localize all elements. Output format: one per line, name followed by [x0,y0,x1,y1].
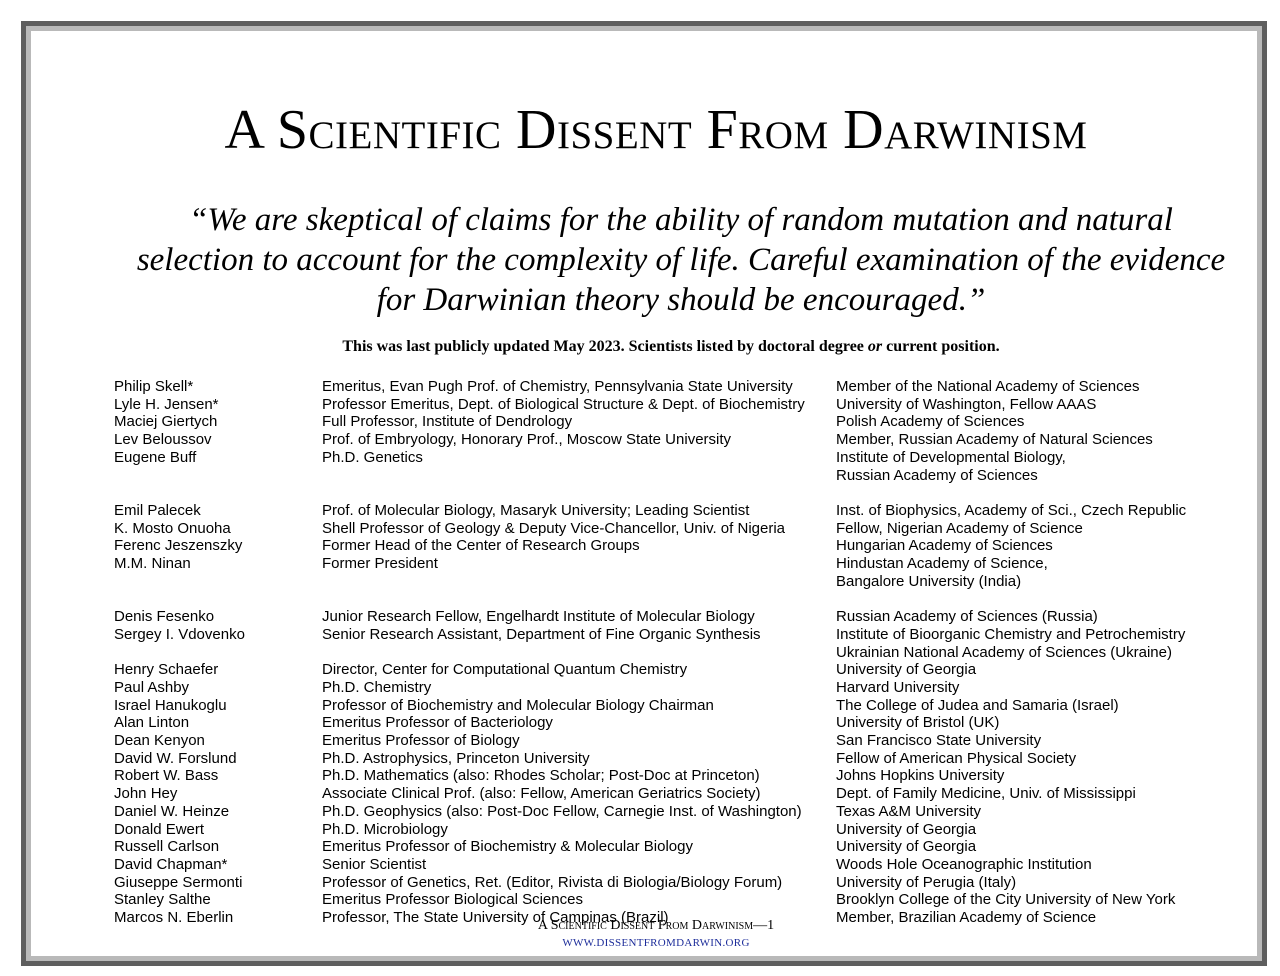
signatory-name: Giuseppe Sermonti [114,873,243,891]
signatory-row [114,891,1234,909]
affiliation-line: Woods Hole Oceanographic Institution [836,855,1092,873]
signatory-row [114,821,1234,839]
signatory-position: Director, Center for Computational Quantum Chemistry [322,661,688,679]
signatory-affiliation [836,608,1234,626]
affiliation-line: Texas A&M University [836,802,982,820]
signatory-row [114,785,1234,803]
signatory-position: Emeritus Professor of Bacteriology [322,714,553,732]
signatory-row [114,767,1234,785]
signatory-position: Former President [322,555,438,573]
signatory-position: Emeritus Professor of Biology [322,732,520,750]
signatory-row [114,413,1234,431]
affiliation-line: Brooklyn College of the City University of New York [836,891,1176,909]
signatory-row [114,803,1234,821]
signatory-affiliation [836,520,1234,538]
signatory-name: Philip Skell* [114,378,194,395]
signatory-name: K. Mosto Onuoha [114,519,231,537]
signatory-row [114,378,1234,396]
signatory-name: Sergey I. Vdovenko [114,625,245,643]
affiliation-line: Russian Academy of Sciences [836,466,1038,484]
affiliation-line: Russian Academy of Sciences (Russia) [836,608,1098,626]
signatory-name: Dean Kenyon [114,732,205,750]
signatory-position: Professor Emeritus, Dept. of Biological Structure & Dept. of Biochemistry [322,395,805,413]
signatory-row [114,555,1234,590]
affiliation-line: Inst. of Biophysics, Academy of Sci., Czech Republic [836,501,1187,519]
signatory-affiliation [836,449,1234,484]
affiliation-line: Member of the National Academy of Sciences [836,378,1140,395]
signatory-row [114,431,1234,449]
affiliation-line: Hindustan Academy of Science, [836,555,1048,573]
statement-quote: “We are skeptical of claims for the ability of random mutation and natural selection to account for the complexity of life. Careful examination of the evidence for Darwinian theory should be encouraged.” [136,202,1226,318]
affiliation-line: University of Washington, Fellow AAAS [836,395,1097,413]
affiliation-line: Polish Academy of Sciences [836,413,1025,431]
signatory-position: Senior Research Assistant, Department of Fine Organic Synthesis [322,625,761,643]
signatory-affiliation [836,431,1234,449]
footer-page-label: A Scientific Dissent From Darwinism—1 [537,918,775,933]
signatory-position: Senior Scientist [322,855,427,873]
affiliation-line: Johns Hopkins University [836,767,1005,785]
update-note-emphasis: or [867,338,883,355]
signatory-position: Ph.D. Mathematics (also: Rhodes Scholar; Post-Doc at Princeton) [322,767,760,785]
signatory-name: M.M. Ninan [114,555,191,573]
signatory-position: Ph.D. Genetics [322,448,423,466]
affiliation-line: Institute of Bioorganic Chemistry and Petrochemistry [836,625,1186,643]
signatory-affiliation [836,750,1234,768]
signatory-row [114,661,1234,679]
footer-url-link[interactable]: WWW.DISSENTFROMDARWIN.ORG [562,937,750,949]
affiliation-line: Member, Russian Academy of Natural Sciences [836,431,1153,449]
affiliation-line: Member, Brazilian Academy of Science [836,909,1097,927]
affiliation-line: Hungarian Academy of Sciences [836,537,1053,555]
document-title: A Scientific Dissent From Darwinism [224,99,1088,161]
signatory-affiliation [836,856,1234,874]
affiliation-line: University of Bristol (UK) [836,714,1000,732]
signatory-affiliation [836,891,1234,909]
signatory-position: Professor of Genetics, Ret. (Editor, Rivista di Biologia/Biology Forum) [322,873,783,891]
signatory-row [114,750,1234,768]
signatory-position: Prof. of Molecular Biology, Masaryk University; Leading Scientist [322,501,750,519]
signatory-affiliation [836,537,1234,555]
signatory-affiliation [836,874,1234,892]
affiliation-line: Ukrainian National Academy of Sciences (Ukraine) [836,643,1172,661]
signatory-name: Donald Ewert [114,820,205,838]
signatory-position: Emeritus Professor Biological Sciences [322,891,583,909]
signatory-name: Denis Fesenko [114,608,215,626]
affiliation-line: University of Georgia [836,820,977,838]
signatory-name: Henry Schaefer [114,661,219,679]
signatory-position: Emeritus, Evan Pugh Prof. of Chemistry, Pennsylvania State University [322,378,793,395]
affiliation-line: University of Georgia [836,661,977,679]
signatory-name: Paul Ashby [114,678,190,696]
signatory-name: Stanley Salthe [114,891,211,909]
signatory-table [114,378,1234,927]
signatory-name: Emil Palecek [114,501,201,519]
signatory-position: Ph.D. Microbiology [322,820,448,838]
signatory-row [114,874,1234,892]
signatory-affiliation [836,502,1234,520]
signatory-affiliation [836,555,1234,590]
signatory-name: Daniel W. Heinze [114,802,230,820]
signatory-row [114,714,1234,732]
signatory-position: Ph.D. Chemistry [322,678,432,696]
affiliation-line: Fellow, Nigerian Academy of Science [836,519,1083,537]
affiliation-line: Bangalore University (India) [836,572,1022,590]
signatory-row [114,537,1234,555]
signatory-row [114,520,1234,538]
signatory-affiliation [836,413,1234,431]
update-note-text: This was last publicly updated May 2023. Scientists listed by doctoral degree [342,338,868,355]
signatory-name: Israel Hanukoglu [114,696,227,714]
signatory-position: Shell Professor of Geology & Deputy Vice-Chancellor, Univ. of Nigeria [322,519,786,537]
signatory-position: Ph.D. Astrophysics, Princeton University [322,749,590,767]
signatory-name: Alan Linton [114,714,190,732]
signatory-name: Maciej Giertych [114,413,218,431]
affiliation-line: Dept. of Family Medicine, Univ. of Mississippi [836,785,1136,803]
signatory-name: David Chapman* [114,855,228,873]
affiliation-line: Fellow of American Physical Society [836,749,1077,767]
signatory-name: Lev Beloussov [114,431,212,449]
affiliation-line: San Francisco State University [836,732,1042,750]
affiliation-line: Harvard University [836,678,960,696]
signatory-position: Junior Research Fellow, Engelhardt Institute of Molecular Biology [322,608,755,626]
signatory-affiliation [836,732,1234,750]
signatory-position: Ph.D. Geophysics (also: Post-Doc Fellow, Carnegie Inst. of Washington) [322,802,802,820]
signatory-name: Eugene Buff [114,448,197,466]
signatory-row [114,502,1234,520]
affiliation-line: Institute of Developmental Biology, [836,448,1066,466]
signatory-position: Emeritus Professor of Biochemistry & Molecular Biology [322,838,693,856]
signatory-row [114,679,1234,697]
signatory-row [114,732,1234,750]
signatory-row [114,626,1234,661]
signatory-name: Marcos N. Eberlin [114,909,234,927]
signatory-affiliation [836,661,1234,679]
signatory-position: Professor, The State University of Campinas (Brazil) [322,909,669,927]
signatory-position: Professor of Biochemistry and Molecular Biology Chairman [322,696,714,714]
signatory-affiliation [836,838,1234,856]
signatory-name: Robert W. Bass [114,767,219,785]
signatory-name: John Hey [114,785,178,803]
signatory-affiliation [836,626,1234,661]
signatory-affiliation [836,803,1234,821]
update-note [0,337,1280,357]
affiliation-line: University of Georgia [836,838,977,856]
signatory-affiliation [836,396,1234,414]
signatory-row [114,449,1234,484]
signatory-row [114,856,1234,874]
update-note-text-end: current position. [882,338,1000,355]
signatory-affiliation [836,821,1234,839]
signatory-name: Russell Carlson [114,838,220,856]
signatory-affiliation [836,767,1234,785]
signatory-row [114,396,1234,414]
signatory-row [114,697,1234,715]
signatory-affiliation [836,378,1234,396]
signatory-position: Former Head of the Center of Research Groups [322,537,640,555]
signatory-position: Full Professor, Institute of Dendrology [322,413,573,431]
affiliation-line: University of Perugia (Italy) [836,873,1017,891]
signatory-row [114,608,1234,626]
signatory-row [114,838,1234,856]
affiliation-line: The College of Judea and Samaria (Israel) [836,696,1119,714]
signatory-affiliation [836,679,1234,697]
signatory-position: Prof. of Embryology, Honorary Prof., Moscow State University [322,431,732,449]
signatory-affiliation [836,785,1234,803]
signatory-name: David W. Forslund [114,749,237,767]
signatory-name: Ferenc Jeszenszky [114,537,243,555]
signatory-name: Lyle H. Jensen* [114,395,219,413]
signatory-affiliation [836,714,1234,732]
signatory-position: Associate Clinical Prof. (also: Fellow, American Geriatrics Society) [322,785,761,803]
signatory-affiliation [836,697,1234,715]
